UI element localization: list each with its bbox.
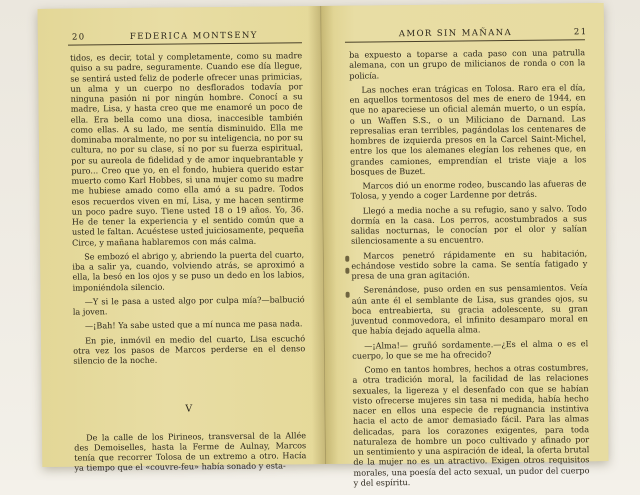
- left-page: [38, 6, 326, 473]
- paragraph: Llegó a media noche a su refugio, sano y salvo. Todo dormía en la casa. Los perros, acostumbrados a sus salidas nocturnas, le conocían por el olor y salían silenciosamente a su encuentro.: [350, 202, 587, 246]
- paragraph: —¡Bah! Ya sabe usted que a mí nunca me pasa nada.: [84, 318, 303, 331]
- paragraph: —¡Alma!— gruñó sordamente.—¿Es el alma o es el cuerpo, lo que se me ha ofrecido?: [352, 337, 589, 361]
- right-page: [321, 3, 609, 488]
- paragraph: Como en tantos hombres, hechos a otras costumbres, a otra tradición moral, la facilidad de las relaciones sexuales, la ligereza y el desenfado con que se habían visto ofrecerse mujeres sin tasa ni medida, había hecho nacer en ellos una especie de repugnancia instintiva hacia el acto de amor demasiado fácil. Para las almas delicadas, para los corazones exigentes, para toda naturaleza de hombre un poco cultivado y afinado por un sentimiento y una aspiración de ideal, la oferta brutal de la mujer no es un atractivo. Exigen otros requisitos morales, una poesía del acto sexual, un pudor del cuerpo y del espíritu.: [352, 362, 590, 488]
- binding-stitch: [345, 268, 349, 274]
- open-book: [38, 3, 609, 488]
- paragraph: Las noches eran trágicas en Tolosa. Raro era el día, en aquellos tormentosos del mes de enero de 1944, en que no apareciese un oficial alemán muerto, o un espía, o un Waffen S.S., o un Miliciano de Darnand. Las represalias eran terribles, pagándolas los centenares de hombres de izquierda presos en la Carcel Saint-Michel, entre los que los alemanes elegían los rehenes que, en grandes camiones, emprendían el triste viaje a los bosques de Buzet.: [349, 81, 587, 177]
- left-text-column: [70, 50, 306, 477]
- right-running-title: AMOR SIN MAÑANA: [398, 28, 513, 40]
- paragraph: Serenándose, puso orden en sus pensamientos. Veía aún ante él el semblante de Lisa, sus grandes ojos, su boca entreabierta, su gracia adolescente, su gran juventud conmovedora, el infinito desamparo moral en que había dejado aquella alma.: [351, 282, 588, 336]
- left-page-number: 20: [71, 32, 86, 43]
- paragraph: De la calle de los Pirineos, transversal de la Allée des Demoiselles, hasta la Ferme de Aulnay, Marcos tenía que recorrer Tolosa de un extremo a otro. Hacía ya tiempo que el «couvre-feu» había sonado y esta-: [74, 429, 307, 473]
- paragraph: Marcos dió un enorme rodeo, buscando las afueras de Tolosa, y yendo a coger Lardenne por detrás.: [350, 178, 587, 201]
- paragraph: ba expuesto a toparse a cada paso con una patrulla alemana, con un grupo de milicianos de ronda o con la policía.: [349, 47, 586, 81]
- binding-stitch: [345, 256, 349, 262]
- paragraph: Se embozó el abrigo y, abriendo la puerta del cuarto, iba a salir ya, cuando, volviendo atrás, se aproximó a ella, la besó en los ojos y se puso un dedo en los labios, imponiéndola silencio.: [72, 248, 305, 293]
- paragraph: Marcos penetró rápidamente en su habitación, echándose vestido sobre la cama. Se sentía fatigado y presa de una gran agitación.: [351, 247, 588, 281]
- left-running-title: FEDERICA MONTSENY: [129, 30, 258, 43]
- paragraph: En pie, inmóvil en medio del cuarto, Lisa escuchó otra vez los pasos de Marcos perderse en el denso silencio de la noche.: [73, 332, 306, 366]
- paragraph: —Y si le pasa a usted algo por culpa mía?—balbució la joven.: [72, 293, 305, 317]
- paragraph: tidos, es decir, total y completamente, como su madre quiso a su padre, seguramente. Cuando ese día llegue, se sentirá usted feliz de poderle ofrecer unas primicias, un alma y un cuerpo no desflorados todavía por ninguna pasión ni por ningún hombre. Conocí a su madre, Lisa, y hasta creo que me enamoré un poco de ella. Era bella como una diosa, inaccesible también como ellas. A su lado, me sentía disminuido. Ella me dominaba moralmente, no por su inteligencia, no por su cultura, no por su clase, sí no por su fuerza espiritual, por su aureola de fidelidad y de amor inquebrantable y puro... Creo que yo, en el fondo, hubiera querido estar muerto como Karl Hobbes, si una mujer como su madre me hubiese amado como ella amó a su padre. Todos esos recuerdos viven en mí, Lisa, y me hacen sentirme un poco padre suyo. Tiene usted 18 o 19 años. Yo, 36. He de tener la experiencia y el sentido común que a usted le faltan. Acuéstese usted juiciosamente, pequeña Circe, y mañana hablaremos con más calma.: [70, 50, 304, 248]
- binding-stitch: [346, 292, 350, 298]
- chapter-heading: V: [185, 403, 195, 415]
- right-text-column: [349, 47, 590, 491]
- right-page-number: 21: [573, 27, 588, 38]
